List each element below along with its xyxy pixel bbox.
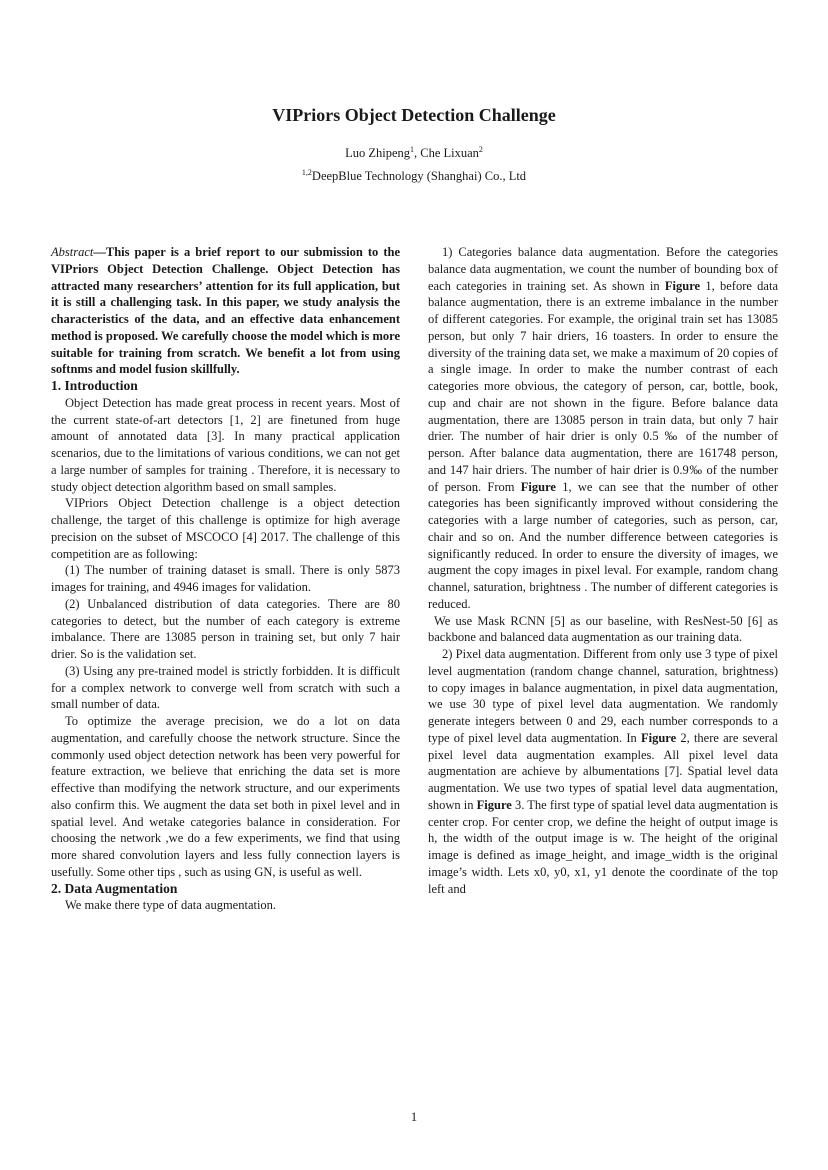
text-run: 1, we can see that the number of other categories has been significantly improved without considering the categories with a large number of categories, such as person, car, chair and so on. And the number difference between categories is significantly reduced. In order to ensure the diversity of images, we augment the copy images in pixel leval. For example, random chang channel, saturation, brightness . The number of different categories is reduced. xyxy=(428,479,778,611)
page-number: 1 xyxy=(410,1110,418,1124)
text-run: 1) Categories balance data augmentation. Before the categories balance data augmentation, we count the number of bounding box of each categories in training set. As shown in xyxy=(428,245,778,293)
text-run: 1, before data balance augmentation, there is an extreme imbalance in the number of different categories. For example, the original train set has 13085 person, but only 7 hair driers, 16 toasters. In order to ensure the diversity of the training data set, we make a maximum of 20 copies of a single image. In order to make the number contrast of each categories more obvious, the category of person, car, bottle, book, cup and chair are not shown in the figure. Before balance data augmentation, there are 13085 person in train data, but only 7 hair drier. The number of hair drier is only 0.5 ‰ of the number of person. After balance data augmentation, there are 161748 person, and 147 hair driers. The number of hair drier is 0.9‰ of the number of person. From xyxy=(428,278,778,494)
author-2: Che Lixuan xyxy=(420,146,479,160)
balance-augmentation-paragraph xyxy=(428,244,778,613)
author-1: Luo Zhipeng xyxy=(345,146,410,160)
figure-ref: Figure xyxy=(641,730,677,745)
intro-paragraph: (1) The number of training dataset is small. There is only 5873 images for training, and 4946 images for validation. xyxy=(51,563,400,594)
affiliation xyxy=(0,169,828,184)
author-2-affil-mark: 2 xyxy=(478,144,483,154)
baseline-paragraph: We use Mask RCNN [5] as our baseline, with ResNest-50 [6] as backbone and balanced data augmentation as our training data. xyxy=(428,613,778,645)
text-run: 3. The first type of spatial level data augmentation is center crop. For center crop, we define the height of output image is h, the width of the output image is w. The height of the original image is defined as image_height, and image_width is the original image’s width. Lets x0, y0, x1, y1 denote the coordinate of the top left and xyxy=(428,797,779,896)
pixel-augmentation-paragraph xyxy=(428,646,778,897)
left-column xyxy=(51,244,400,914)
text-run: 2, there are several pixel level data augmentation examples. All pixel level data augmentation are achieve by albumentations [7]. Spatial level data augmentation. We use two types of spatial level data augmentation, shown in xyxy=(428,730,778,812)
figure-ref: Figure xyxy=(476,797,512,812)
abstract xyxy=(51,244,400,378)
intro-paragraph: To optimize the average precision, we do a lot on data augmentation, and carefully choose the network structure. Since the commonly used object detection network has been very powerful for feature extraction, we believe that enriching the data set is more effective than modifying the network structure, and our experiments also confirm this. We augment the data set both in pixel level and in spatial level. And wetake categories balance in consideration. For choosing the network ,we do a few experiments, we find that using more shared convolution layers and less fully connection layers is usefully. Some other tips , such as using GN, is useful as well. xyxy=(51,714,400,879)
author-1-affil-mark: 1 xyxy=(410,144,414,154)
intro-paragraph: Object Detection has made great process in recent years. Most of the current state-of-art detectors [1, 2] are finetuned from huge amount of annotated data [3]. In many practical application scenarios, due to the limitations of various conditions, we can not get a large number of samples for training . Therefore, it is necessary to study object detection algorithm based on small samples. xyxy=(51,395,400,494)
abstract-label: Abstract xyxy=(51,245,94,259)
right-column xyxy=(428,244,778,897)
figure-ref: Figure xyxy=(520,479,556,494)
author-line xyxy=(0,146,828,161)
section-heading-introduction: 1. Introduction xyxy=(51,378,138,393)
augmentation-paragraph: We make there type of data augmentation. xyxy=(65,898,277,913)
author-separator: , xyxy=(414,146,421,160)
abstract-text: —This paper is a brief report to our submission to the VIPriors Object Detection Challenge. Object Detection has attracted many researchers’ attention for its full application, but it is still a challenging task. In this paper, we study analysis the characteristics of the data, and an effective data enhancement method is proposed. We carefully choose the model which is more suitable for training from scratch. We benefit a lot from using softnms and model fusion skillfully. xyxy=(51,245,400,377)
intro-paragraph: (3) Using any pre-trained model is strictly forbidden. It is difficult for a complex network to converge well from scratch with such a small number of data. xyxy=(51,663,400,712)
affiliation-mark: 1,2 xyxy=(301,167,312,177)
intro-paragraph: VIPriors Object Detection challenge is a object detection challenge, the target of this challenge is optimize for high average precision on the subset of MSCOCO [4] 2017. The challenge of this competition are as following: xyxy=(51,496,400,561)
section-heading-data-augmentation: 2. Data Augmentation xyxy=(51,880,178,896)
text-run: 2) Pixel data augmentation. Different from only use 3 type of pixel level augmentation (random change channel, saturation, brightness) to copy images in balance augmentation, in pixel data augmentation, we use 30 type of pixel level data augmentation. We randomly generate integers between 0 and 29, each number corresponds to a type of pixel level data augmentation. In xyxy=(428,647,778,745)
figure-ref: Figure xyxy=(664,278,701,293)
intro-paragraph: (2) Unbalanced distribution of data categories. There are 80 categories to detect, but the number of each category is extreme imbalance. There are 13085 person in training set, but only 7 hair drier. So is the validation set. xyxy=(51,596,400,661)
affiliation-text: DeepBlue Technology (Shanghai) Co., Ltd xyxy=(311,169,527,183)
paper-title: VIPriors Object Detection Challenge xyxy=(272,105,556,125)
